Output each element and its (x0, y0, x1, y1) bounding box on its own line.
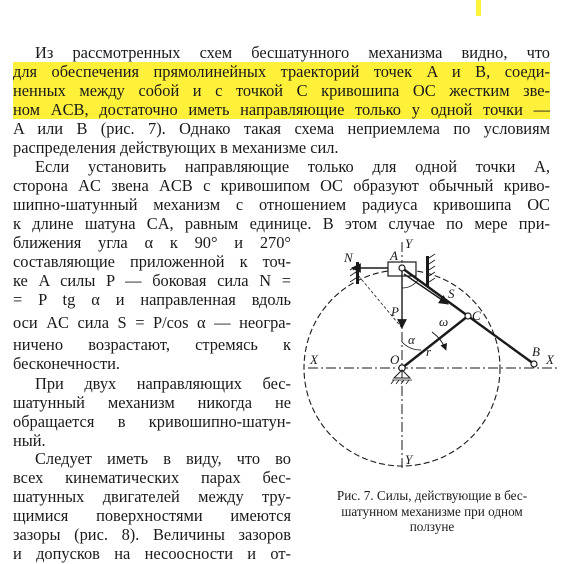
text-line: ке A силы P — боковая сила N = (13, 271, 291, 290)
label-s: S (448, 286, 455, 301)
caption-line: Рис. 7. Силы, действующие в бес- (336, 488, 528, 503)
label-x-right: X (546, 352, 554, 367)
pivot-b (531, 361, 537, 367)
text-line: и допусков на несоосности и от- (13, 544, 291, 563)
text-line (13, 62, 550, 82)
label-a: A (390, 248, 398, 263)
label-x-left: X (310, 352, 318, 367)
text-line: зазоры (рис. 8). Величины зазоров (13, 525, 291, 544)
text-line (13, 119, 550, 139)
label-alpha: α (408, 332, 415, 347)
link-ac (402, 268, 468, 316)
text-line: к длине шатуна CA, равным единице. В этом случае по мере при- (13, 214, 550, 233)
text-line: всех кинематических парах бес- (13, 468, 291, 487)
force-resultant-line (352, 268, 402, 328)
label-omega: ω (439, 314, 449, 329)
caption-line: шатунном механизме при одном (341, 503, 523, 519)
text-line: обращается в кривошипно-шатун- (13, 412, 291, 431)
text-line (13, 81, 550, 101)
text-line: шипно-шатунный механизм с отношением радиуса кривошипа OC (13, 195, 550, 214)
caption-line: ползуне (409, 519, 455, 534)
text-line: ный. (13, 431, 46, 450)
text-line: оси AC сила S = P/cos α — неогра- (13, 313, 291, 332)
text-line: распределения действующих в механизме сил. (13, 138, 339, 157)
figure-caption (306, 488, 558, 535)
text-line-content: ненных между собой и с точкой C кривошипа OC жестким зве- (13, 81, 550, 100)
text-line: бесконечности. (13, 354, 120, 373)
text-line: = P tg α и направленная вдоль (13, 290, 291, 309)
text-line (13, 100, 550, 120)
text-line: шатунный механизм никогда не (13, 393, 291, 412)
label-y-top: Y (405, 236, 413, 251)
text-line: составляющие приложенной к точ- (13, 252, 291, 271)
slider-guide-right (426, 256, 429, 286)
text-line: Если установить направляющие только для одной точки A, (35, 157, 550, 176)
pivot-a (399, 265, 405, 271)
text-line-content: A или B (рис. 7). Однако такая схема неприемлема по условиям (13, 119, 550, 138)
label-y-bottom: Y (405, 452, 413, 467)
text-line-content: Из рассмотренных схем бесшатунного механизма видно, что (35, 43, 550, 62)
text-line: сторона AC звена ACB с кривошипом OC образуют обычный криво- (13, 176, 550, 195)
label-p: P (391, 304, 399, 319)
label-r: r (426, 344, 432, 359)
text-line: ничено возрастают, стремясь к (13, 335, 291, 354)
label-o: O (390, 352, 400, 367)
text-line: Следует иметь в виду, что во (35, 449, 291, 468)
label-b: B (532, 344, 540, 359)
pivot-c (465, 313, 471, 319)
text-line: ближения угла α к 90° и 270° (13, 233, 291, 252)
text-line: шатунных двигателей между тру- (13, 487, 291, 506)
text-line-content: для обеспечения прямолинейных траекторий точек A и B, соеди- (13, 62, 550, 81)
mechanism-diagram (296, 232, 566, 482)
label-c: C (472, 308, 481, 323)
text-line-content: ном ACB, достаточно иметь направляющие только у одной точки — (13, 100, 550, 119)
text-line: При двух направляющих бес- (35, 374, 291, 393)
text-line: щимися поверхностями имеются (13, 506, 291, 525)
highlighter-mark (476, 0, 481, 16)
text-line (13, 43, 550, 63)
label-n: N (344, 250, 353, 265)
link-cb (468, 316, 534, 364)
